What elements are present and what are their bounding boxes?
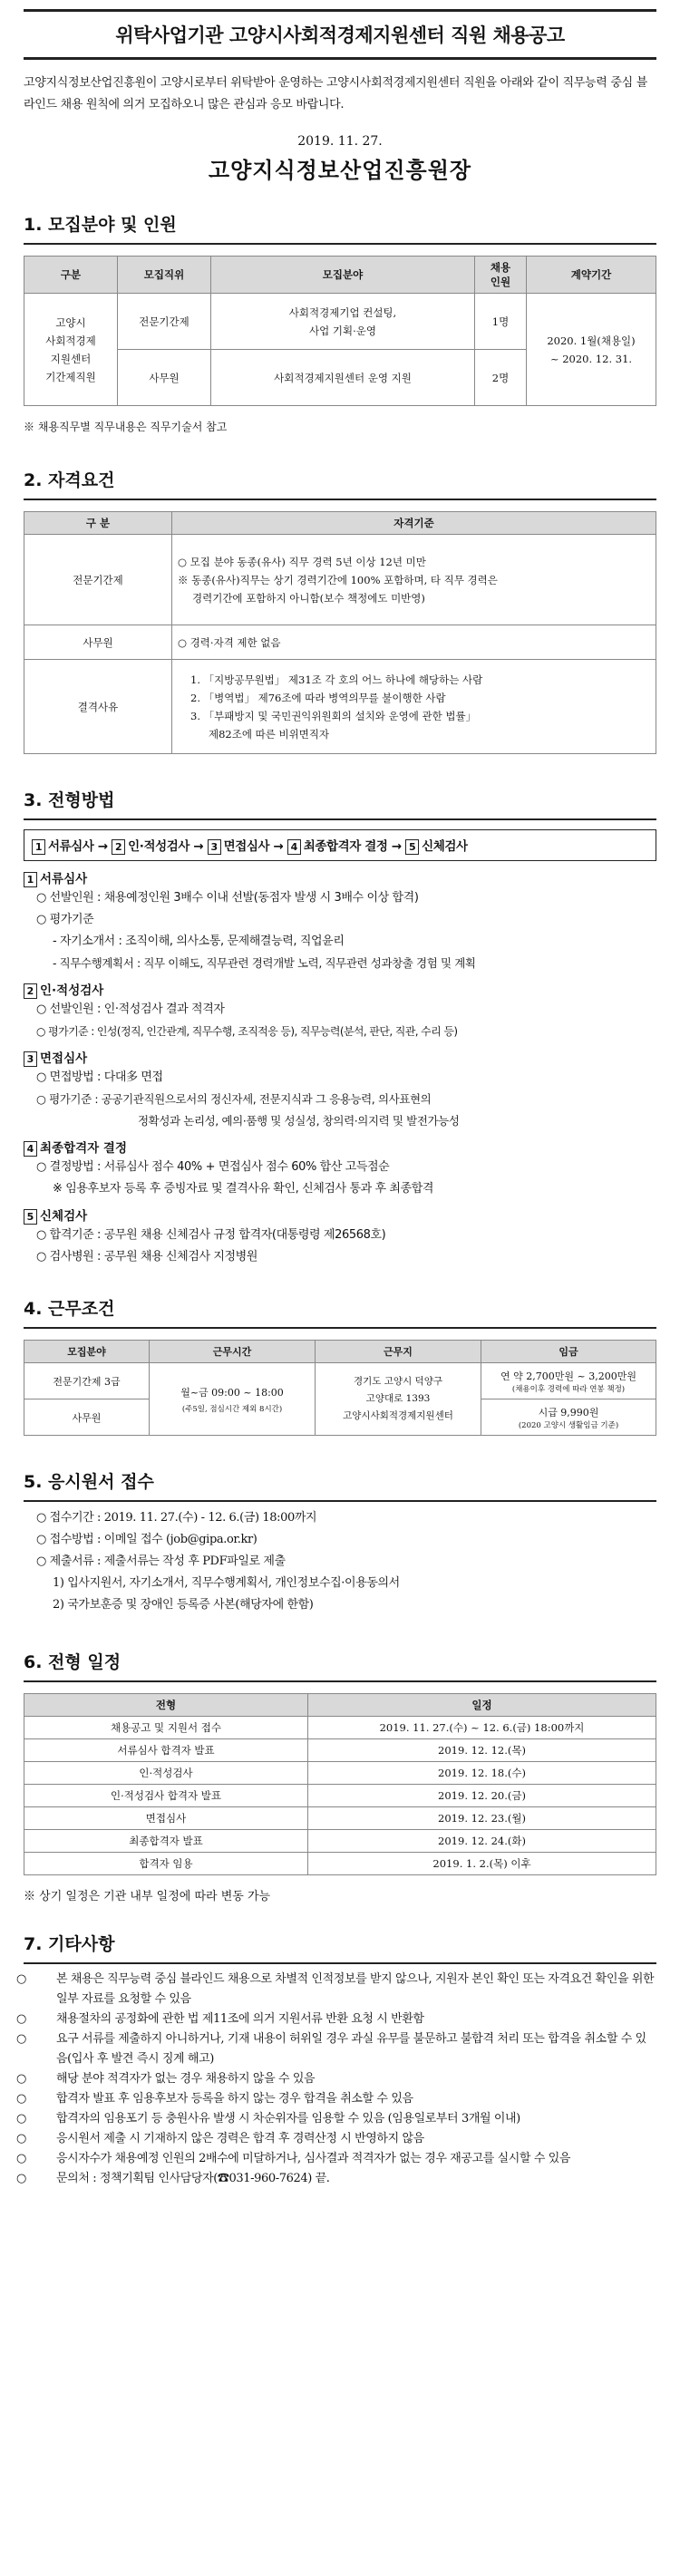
count-cell: 2명 (475, 350, 527, 406)
col-header: 계약기간 (527, 257, 656, 294)
field-cell: 전문기간제 3급 (24, 1363, 150, 1399)
table-header-row (24, 1341, 656, 1363)
col-header: 일정 (308, 1694, 656, 1717)
col-header: 근무시간 (150, 1341, 316, 1363)
medical-line: ○ 합격기준 : 공무원 채용 신체검사 규정 합격자(대통령령 제26568호) (36, 1228, 386, 1242)
bullet-icon: ○ (16, 1972, 26, 1986)
recruitment-notice (0, 9, 680, 2189)
divider (24, 499, 656, 500)
medical-line: ○ 검사병원 : 공무원 채용 신체검사 지정병원 (36, 1250, 258, 1264)
qual-label: 전문기간제 (24, 535, 172, 625)
col-header: 전형 (24, 1694, 308, 1717)
table-header-row (24, 1694, 656, 1717)
stage-cell: 인·적성검사 합격자 발표 (24, 1785, 308, 1807)
qual-line: ○ 모집 분야 동종(유사) 직무 경력 5년 이상 12년 미만 (178, 555, 426, 568)
notice-date: 2019. 11. 27. (297, 134, 383, 149)
category-cell: 고양시 사회적경제 지원센터 기간제직원 (24, 294, 118, 406)
bullet-icon: ○ (16, 2152, 26, 2165)
qual-line: 제82조에 따른 비위면직자 (209, 727, 330, 741)
section-1-title: 1. 모집분야 및 인원 (24, 215, 177, 235)
final-heading: 4 최종합격자 결정 (24, 1138, 656, 1157)
col-header: 구분 (24, 257, 118, 294)
apt-line: ○ 평가기준 : 인성(정직, 인간관계, 직무수행, 조직적응 등), 직무능력(분석, 판단, 직관, 수리 등) (36, 1025, 458, 1038)
bullet-icon: ○ (16, 2012, 26, 2026)
step-number: 2 (112, 839, 125, 855)
date-cell: 2019. 12. 23.(월) (308, 1807, 656, 1830)
wage-text: 연 약 2,700만원 ~ 3,200만원 (500, 1370, 636, 1382)
divider (24, 1327, 656, 1329)
stage-cell: 면접심사 (24, 1807, 308, 1830)
date-cell: 2019. 11. 27.(수) ~ 12. 6.(금) 18:00까지 (308, 1717, 656, 1739)
final-line: ○ 결정방법 : 서류심사 점수 40% + 면접심사 점수 60% 합산 고득점순 (36, 1160, 390, 1174)
wage-cell (481, 1399, 656, 1436)
final-line: ※ 임용후보자 등록 후 증빙자료 및 결격사유 확인, 신체검사 통과 후 최종합격 (53, 1182, 434, 1196)
qual-line: 경력기간에 포함하지 아니함(보수 책정에도 미반영) (192, 591, 425, 605)
col-header: 채용 인원 (475, 257, 527, 294)
stage-cell: 인·적성검사 (24, 1762, 308, 1785)
qual-line: 2. 「병역법」 제76조에 따라 병역의무를 불이행한 사람 (190, 691, 446, 704)
step-label: 최종합격자 결정 (303, 839, 388, 854)
apply-line: ○ 접수방법 : 이메일 접수 (job@gipa.or.kr) (36, 1533, 257, 1546)
step-label: 신체검사 (422, 839, 468, 854)
step-number: 4 (24, 1141, 37, 1157)
list-item: ○ 합격자 발표 후 임용후보자 등록을 하지 않는 경우 합격을 취소할 수 있음 (24, 2089, 656, 2109)
qual-label: 사무원 (24, 625, 172, 660)
section-3-title: 3. 전형방법 (24, 790, 115, 810)
qual-content (172, 660, 656, 754)
col-header: 임금 (481, 1341, 656, 1363)
table-row (24, 1717, 656, 1739)
table-row (24, 1830, 656, 1853)
apply-line: 2) 국가보훈증 및 장애인 등록증 사본(해당자에 한함) (53, 1598, 314, 1612)
aptitude-heading: 2 인·적성검사 (24, 980, 656, 999)
table-row (24, 660, 656, 754)
hours-text: 월~금 09:00 ~ 18:00 (180, 1386, 284, 1399)
schedule-table (24, 1693, 656, 1875)
step-number: 5 (405, 839, 419, 855)
list-item: ○ 본 채용은 직무능력 중심 블라인드 채용으로 차별적 인적정보를 받지 않으나, 지원자 본인 확인 또는 자격요건 확인을 위한 일부 자료를 요청할 수 있음 (24, 1970, 656, 2009)
table-row (24, 535, 656, 625)
date-cell: 2019. 1. 2.(목) 이후 (308, 1853, 656, 1875)
list-item: ○ 응시원서 제출 시 기재하지 않은 경력은 합격 후 경력산정 시 반영하지 않음 (24, 2129, 656, 2149)
table-row (24, 294, 656, 350)
col-header: 근무지 (316, 1341, 481, 1363)
application-info (24, 1507, 656, 1616)
list-item: ○ 해당 분야 적격자가 없는 경우 채용하지 않을 수 있음 (24, 2069, 656, 2089)
recruit-field-table (24, 256, 656, 406)
wage-text: 시급 9,990원 (538, 1406, 599, 1419)
position-cell: 사무원 (118, 350, 211, 406)
table-row (24, 1363, 656, 1399)
table-row (24, 1739, 656, 1762)
step-number: 3 (24, 1051, 37, 1067)
col-header: 모집분야 (24, 1341, 150, 1363)
list-item: ○ 채용절차의 공정화에 관한 법 제11조에 의거 지원서류 반환 요청 시 반환함 (24, 2009, 656, 2029)
section-6-title: 6. 전형 일정 (24, 1652, 121, 1672)
section-4-title: 4. 근무조건 (24, 1299, 115, 1319)
place-cell: 경기도 고양시 덕양구 고양대로 1393 고양시사회적경제지원센터 (316, 1363, 481, 1436)
qual-label: 결격사유 (24, 660, 172, 754)
col-header: 모집분야 (211, 257, 475, 294)
step-number: 2 (24, 983, 37, 999)
doc-line: ○ 평가기준 (36, 913, 94, 926)
interview-line: 정확성과 논리성, 예의·품행 및 성실성, 창의력·의지력 및 발전가능성 (138, 1114, 460, 1128)
divider (24, 1680, 656, 1682)
notice-title: 위탁사업기관 고양시사회적경제지원센터 직원 채용공고 (24, 9, 656, 60)
table-note: ※ 채용직무별 직무내용은 직무기술서 참고 (24, 421, 228, 433)
step-number: 3 (208, 839, 221, 855)
medical-heading: 5 신체검사 (24, 1206, 656, 1225)
bullet-icon: ○ (16, 2092, 26, 2106)
table-header-row (24, 512, 656, 535)
step-label: 서류심사 (48, 839, 94, 854)
table-row (24, 1807, 656, 1830)
interview-line: ○ 평가기준 : 공공기관직원으로서의 정신자세, 전문지식과 그 응용능력, 의사표현의 (36, 1092, 432, 1106)
step-label: 면접심사 (223, 839, 270, 854)
table-header-row (24, 257, 656, 294)
section-2-title: 2. 자격요건 (24, 470, 115, 490)
selection-steps (24, 829, 656, 861)
qual-content (172, 535, 656, 625)
issuer-name: 고양지식정보산업진흥원장 (208, 157, 472, 183)
table-row (24, 625, 656, 660)
doc-line: ○ 선발인원 : 채용예정인원 3배수 이내 선발(동점자 발생 시 3배수 이상 합격) (36, 891, 419, 905)
field-cell: 사회적경제지원센터 운영 지원 (211, 350, 475, 406)
field-cell: 사회적경제기업 컨설팅, 사업 기획·운영 (211, 294, 475, 350)
date-cell: 2019. 12. 12.(목) (308, 1739, 656, 1762)
arrow-icon: → (273, 839, 284, 854)
table-row (24, 1762, 656, 1785)
col-header: 자격기준 (172, 512, 656, 535)
arrow-icon: → (193, 839, 204, 854)
schedule-note: ※ 상기 일정은 기관 내부 일정에 따라 변동 가능 (24, 1890, 271, 1903)
col-header: 구 분 (24, 512, 172, 535)
bullet-icon: ○ (16, 2032, 26, 2046)
divider (24, 243, 656, 245)
col-header: 모집직위 (118, 257, 211, 294)
step-number: 1 (24, 872, 37, 887)
apply-line: ○ 접수기간 : 2019. 11. 27.(수) - 12. 6.(금) 18:00까지 (36, 1511, 317, 1525)
section-7-title: 7. 기타사항 (24, 1934, 115, 1954)
list-item: ○ 응시자수가 채용예정 인원의 2배수에 미달하거나, 심사결과 적격자가 없는 경우 재공고를 실시할 수 있음 (24, 2149, 656, 2169)
bullet-icon: ○ (16, 2132, 26, 2145)
divider (24, 1962, 656, 1964)
doc-line: - 자기소개서 : 조직이해, 의사소통, 문제해결능력, 직업윤리 (53, 935, 345, 948)
stage-cell: 최종합격자 발표 (24, 1830, 308, 1853)
arrow-icon: → (391, 839, 402, 854)
step-number: 1 (32, 839, 45, 855)
bullet-icon: ○ (16, 2172, 26, 2185)
table-row (24, 1853, 656, 1875)
arrow-icon: → (97, 839, 108, 854)
apply-line: ○ 제출서류 : 제출서류는 작성 후 PDF파일로 제출 (36, 1554, 286, 1568)
qualification-table (24, 511, 656, 754)
intro-text: 고양지식정보산업진흥원이 고양시로부터 위탁받아 운영하는 고양시사회적경제지원센터 직원을 아래와 같이 직무능력 중심 블라인드 채용 원칙에 의거 모집하오니 많은 관심과 응모 바랍니다. (24, 76, 647, 111)
stage-cell: 채용공고 및 지원서 접수 (24, 1717, 308, 1739)
interview-line: ○ 면접방법 : 다대多 면접 (36, 1070, 163, 1084)
stage-cell: 서류심사 합격자 발표 (24, 1739, 308, 1762)
step-number: 5 (24, 1209, 37, 1225)
divider (24, 1500, 656, 1502)
hours-cell (150, 1363, 316, 1436)
list-item: ○ 요구 서류를 제출하지 아니하거나, 기재 내용이 허위일 경우 과실 유무를 불문하고 불합격 처리 또는 합격을 취소할 수 있음(입사 후 발견 즉시 징계 해고) (24, 2029, 656, 2069)
stage-cell: 합격자 임용 (24, 1853, 308, 1875)
hours-note: (주5일, 점심시간 제외 8시간) (181, 1404, 283, 1414)
apt-line: ○ 선발인원 : 인·적성검사 결과 적격자 (36, 1002, 225, 1016)
qual-line: 1. 「지방공무원법」 제31조 각 호의 어느 하나에 해당하는 사람 (190, 673, 483, 686)
work-condition-table (24, 1340, 656, 1436)
step-label: 인·적성검사 (128, 839, 190, 854)
step-number: 4 (287, 839, 301, 855)
qual-line: 3. 「부패방지 및 국민권익위원회의 설치와 운영에 관한 법률」 (190, 709, 477, 722)
doc-review-heading: 1 서류심사 (24, 868, 656, 887)
qual-line: ○ 경력·자격 제한 없음 (172, 625, 656, 660)
table-row (24, 1785, 656, 1807)
wage-note: (2020 고양시 생활임금 기준) (518, 1420, 619, 1430)
wage-note: (채용이후 경력에 따라 연봉 책정) (511, 1384, 626, 1394)
wage-cell (481, 1363, 656, 1399)
date-cell: 2019. 12. 18.(수) (308, 1762, 656, 1785)
doc-line: - 직무수행계획서 : 직무 이해도, 직무관련 경력개발 노력, 직무관련 성과창출 경험 및 계획 (53, 956, 476, 970)
section-5-title: 5. 응시원서 접수 (24, 1472, 154, 1492)
other-notes (16, 1970, 656, 2189)
position-cell: 전문기간제 (118, 294, 211, 350)
interview-heading: 3 면접심사 (24, 1048, 656, 1067)
date-cell: 2019. 12. 20.(금) (308, 1785, 656, 1807)
qual-line: ※ 동종(유사)직무는 상기 경력기간에 100% 포함하며, 타 직무 경력은 (178, 573, 498, 586)
date-cell: 2019. 12. 24.(화) (308, 1830, 656, 1853)
bullet-icon: ○ (16, 2072, 26, 2086)
bullet-icon: ○ (16, 2112, 26, 2126)
list-item: ○ 문의처 : 정책기획팀 인사담당자(☎031-960-7624) 끝. (24, 2169, 656, 2189)
field-cell: 사무원 (24, 1399, 150, 1436)
divider (24, 818, 656, 820)
apply-line: 1) 입사지원서, 자기소개서, 직무수행계획서, 개인정보수집·이용동의서 (53, 1576, 400, 1590)
period-cell: 2020. 1월(채용일) ~ 2020. 12. 31. (527, 294, 656, 406)
count-cell: 1명 (475, 294, 527, 350)
list-item: ○ 합격자의 임용포기 등 충원사유 발생 시 차순위자를 임용할 수 있음 (임용일로부터 3개월 이내) (24, 2109, 656, 2129)
